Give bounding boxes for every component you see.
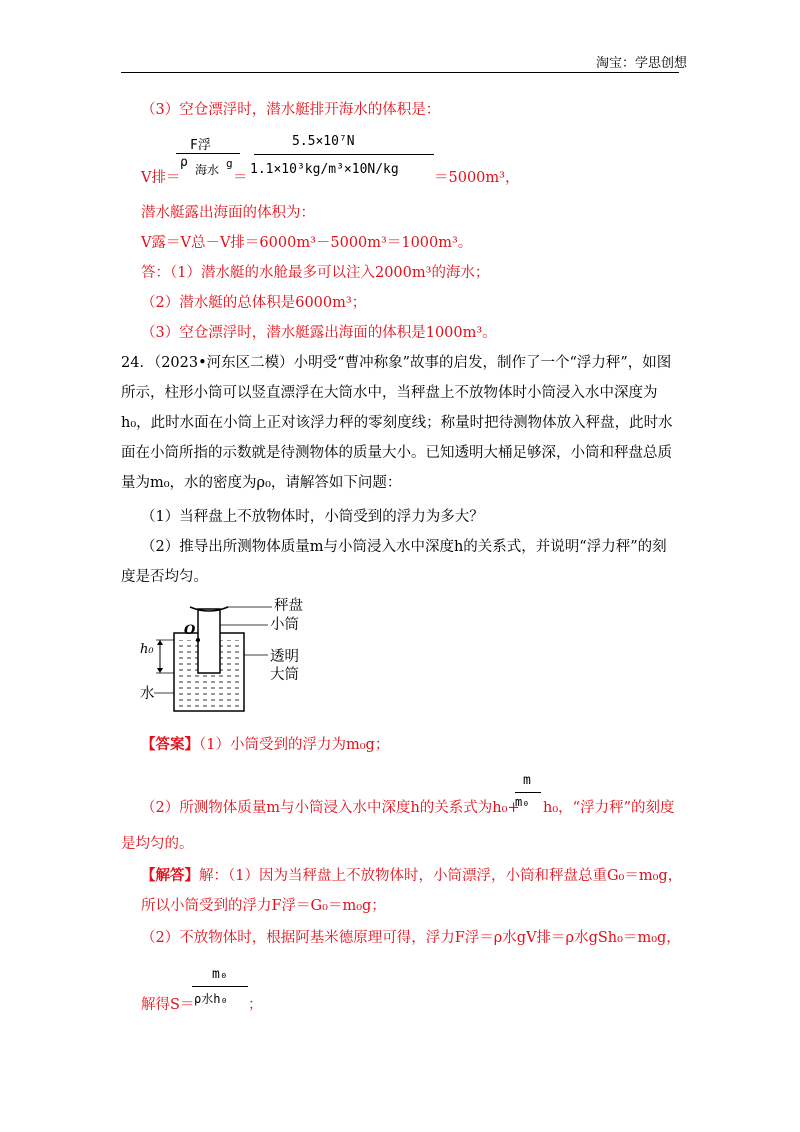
solution-line-4-end: ； bbox=[248, 997, 263, 1013]
answer-text-2a: （2）所测物体质量m与小筒浸入水中深度h的关系式为h₀+ bbox=[141, 800, 520, 816]
frac2-numerator: 5.5×10⁷N bbox=[292, 134, 355, 149]
answer-2: （2）潜水艇的总体积是6000m³； bbox=[141, 295, 367, 311]
answer-text-2b: h₀，“浮力秤”的刻度 bbox=[543, 800, 675, 816]
solution-line-1 bbox=[141, 866, 682, 886]
part3-eq: ＝ bbox=[233, 170, 248, 186]
answer-text-2c: 是均匀的。 bbox=[121, 836, 194, 852]
part3-result: ＝5000m³， bbox=[434, 170, 520, 186]
label-o: O bbox=[184, 623, 196, 638]
q24-line-2: 所示，柱形小筒可以竖直漂浮在大筒水中，当秤盘上不放物体时小筒浸入水中深度为 bbox=[121, 385, 658, 401]
q24-line-4: 面在小筒所指的示数就是待测物体的质量大小。已知透明大桶足够深，小筒和秤盘总质 bbox=[121, 445, 672, 461]
label-h0: h₀ bbox=[140, 642, 154, 657]
answer-frac-bar bbox=[515, 792, 541, 793]
solution-frac-num: m₀ bbox=[212, 967, 228, 982]
point-o bbox=[196, 638, 200, 642]
expose-formula: V露＝V总－V排＝6000m³－5000m³＝1000m³。 bbox=[141, 235, 473, 251]
label-clear-1: 透明 bbox=[270, 649, 299, 665]
answer-frac-den: m₀ bbox=[515, 795, 530, 809]
page-header: 淘宝：学思创想 bbox=[596, 56, 688, 71]
solution-frac-den: ρ水h₀ bbox=[194, 992, 228, 1006]
solution-tag: 【解答】 bbox=[141, 867, 199, 884]
frac1-den-rho: ρ bbox=[180, 155, 188, 170]
answer-text-1: （1）小筒受到的浮力为m₀g； bbox=[199, 737, 390, 753]
solution-text-1: 解：（1）因为当秤盘上不放物体时，小筒漂浮，小筒和秤盘总重G₀＝m₀g， bbox=[199, 868, 683, 884]
answer-3: （3）空仓漂浮时，潜水艇露出海面的体积是1000m³。 bbox=[141, 325, 497, 341]
q24-sub-2b: 度是否均匀。 bbox=[121, 569, 208, 585]
q24-line-1: 24．（2023•河东区二模）小明受“曹冲称象”故事的启发，制作了一个“浮力秤”，如图 bbox=[121, 355, 672, 371]
label-clear-2: 大筒 bbox=[270, 667, 299, 683]
frac1-den-sea: 海水 bbox=[195, 163, 220, 177]
answer-frac-num: m bbox=[523, 773, 531, 788]
part3-title: （3）空仓漂浮时，潜水艇排开海水的体积是： bbox=[141, 102, 441, 118]
q24-sub-1: （1）当秤盘上不放物体时，小筒受到的浮力为多大？ bbox=[141, 509, 484, 525]
expose-title: 潜水艇露出海面的体积为： bbox=[141, 205, 315, 221]
frac1-bar bbox=[176, 153, 240, 154]
solution-line-4: 解得S＝ bbox=[141, 997, 195, 1013]
q24-sub-2a: （2）推导出所测物体质量m与小筒浸入水中深度h的关系式，并说明“浮力秤”的刻 bbox=[141, 539, 667, 555]
q24-line-5: 量为m₀，水的密度为ρ₀，请解答如下问题： bbox=[121, 475, 402, 491]
label-pan: 秤盘 bbox=[274, 598, 303, 614]
answer-tag-label: 【答案】 bbox=[141, 736, 199, 753]
header-rule bbox=[121, 72, 679, 73]
label-water: 水 bbox=[140, 686, 155, 702]
solution-line-2: 所以小筒受到的浮力F浮＝G₀＝m₀g； bbox=[141, 898, 386, 914]
solution-line-3: （2）不放物体时，根据阿基米德原理可得，浮力F浮＝ρ水gV排＝ρ水gSh₀＝m₀g， bbox=[141, 930, 681, 946]
q24-line-3: h₀，此时水面在小筒上正对该浮力秤的零刻度线；称量时把待测物体放入秤盘，此时水 bbox=[121, 415, 673, 431]
frac2-denominator: 1.1×10³kg/m³×10N/kg bbox=[250, 162, 399, 177]
solution-frac-bar bbox=[192, 986, 248, 987]
answer-tag bbox=[141, 735, 389, 755]
small-tube bbox=[198, 609, 220, 673]
frac2-bar bbox=[254, 154, 434, 155]
frac1-den-g: g bbox=[226, 157, 233, 170]
frac1-numerator: F浮 bbox=[190, 138, 211, 153]
part3-lhs: V排＝ bbox=[141, 170, 181, 186]
answer-1: 答：（1）潜水艇的水舱最多可以注入2000m³的海水； bbox=[141, 265, 490, 281]
label-tube: 小筒 bbox=[270, 617, 299, 633]
